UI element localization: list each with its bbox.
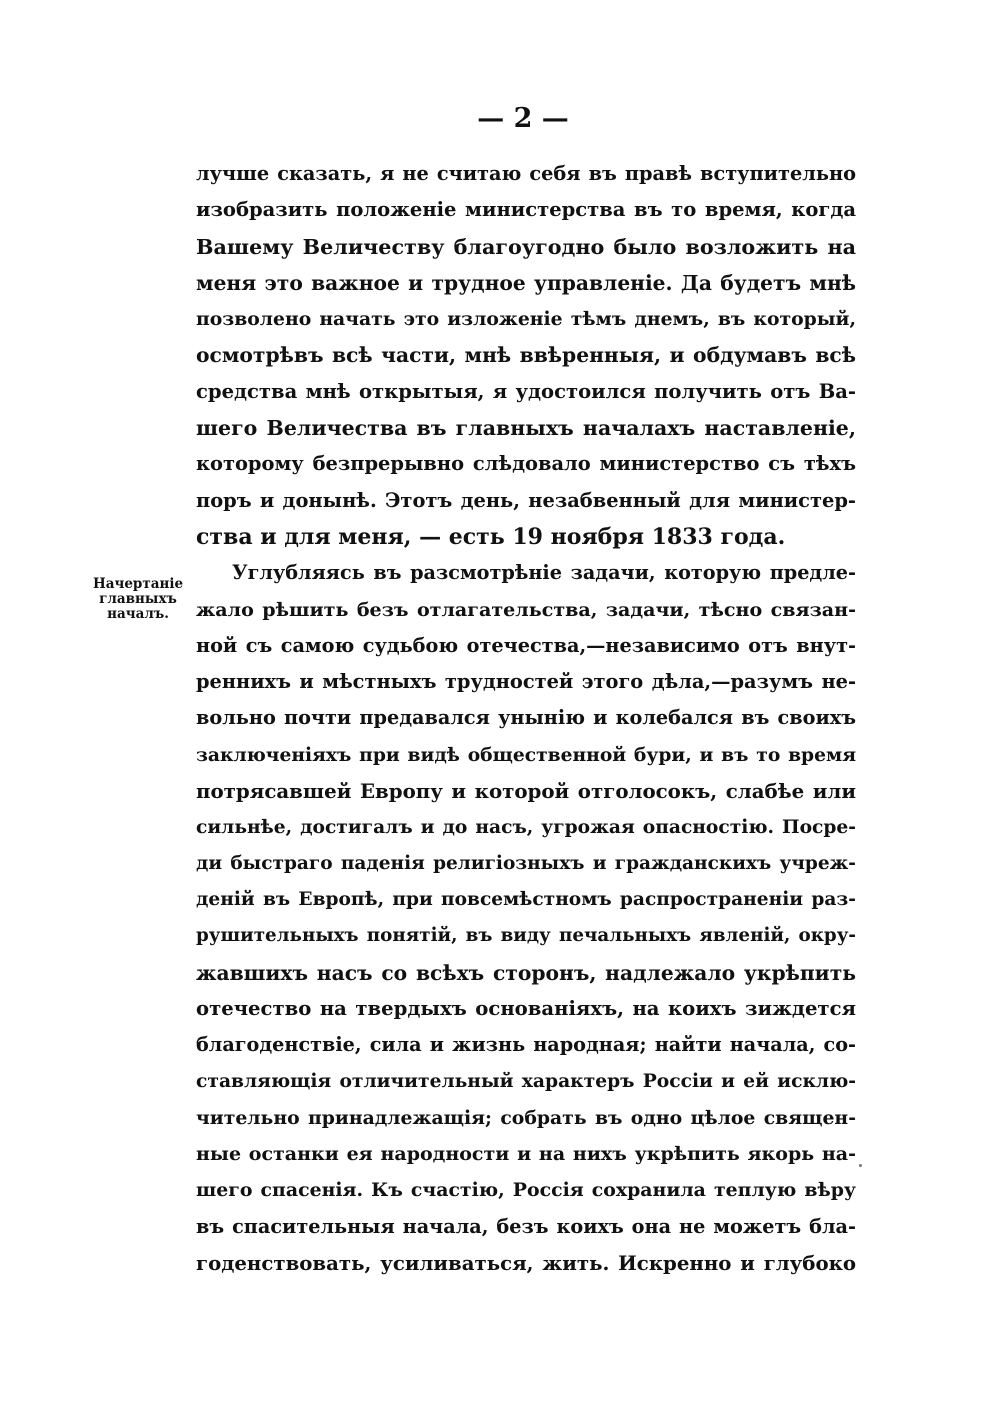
text-line: деній въ Европѣ, при повсемѣстномъ распространеніи раз- [196,888,856,910]
text-line: которому безпрерывно слѣдовало министерство съ тѣхъ [196,452,856,476]
text-line: поръ и донынѣ. Этотъ день, незабвенный для министер- [196,488,856,512]
text-line: ди быстраго паденія религіозныхъ и гражданскихъ учреж- [196,852,856,874]
text-line: рушительныхъ понятій, въ виду печальныхъ явленій, окру- [196,925,856,947]
margin-note-line: главныхъ [99,591,177,607]
text-line: шего спасенія. Къ счастію, Россія сохранила теплую вѣру [196,1179,856,1202]
text-line: осмотрѣвъ всѣ части, мнѣ ввѣренныя, и обдумавъ всѣ [196,343,856,368]
text-line: реннихъ и мѣстныхъ трудностей этого дѣла,—разумъ не- [196,670,856,694]
text-line: изобразить положеніе министерства въ то время, когда [196,198,856,222]
margin-note [83,577,193,622]
text-line: вольно почти предавался унынію и колебался въ своихъ [196,706,856,730]
text-line: лучше сказать, я не считаю себя въ правѣ вступительно [196,162,856,185]
text-line: ставляющія отличительный характеръ Россіи и ей исклю- [196,1070,856,1093]
text-line: позволено начать это изложеніе тѣмъ днемъ, въ который, [196,308,856,331]
text-line: шего Величества въ главныхъ началахъ наставленіе, [196,416,856,441]
text-line: отечество на твердыхъ основаніяхъ, на коихъ зиждется [196,996,856,1020]
text-line: заключеніяхъ при видѣ общественной бури, и въ то время [196,743,856,766]
paragraph-2 [196,555,856,1281]
margin-note-line: Начертаніе [92,576,184,592]
body-text [196,156,856,1281]
text-line: ные останки ея народности и на нихъ укрѣпить якорь на- [196,1143,856,1166]
paragraph-1 [196,156,856,555]
text-line: сильнѣе, достигалъ и до насъ, угрожая опасностію. Посре- [196,816,856,839]
text-line: въ спасительныя начала, безъ коихъ она не можетъ бла- [196,1214,856,1238]
text-line: меня это важное и трудное управленіе. Да будетъ мнѣ [196,270,856,295]
text-line: жало рѣшить безъ отлагательства, задачи, тѣсно связан- [196,598,856,621]
text-line: благоденствіе, сила и жизнь народная; найти начала, со- [196,1033,856,1057]
text-line: средства мнѣ открытыя, я удостоился получить отъ Ва- [196,379,856,403]
text-line: потрясавшей Европу и которой отголосокъ, слабѣе или [196,779,856,804]
text-line: чительно принадлежащія; собрать въ одно цѣлое священ- [196,1106,856,1129]
text-line: Вашему Величеству благоугодно было возложить на [196,234,856,259]
text-line: ства и для меня, — есть 19 ноября 1833 года. [196,523,786,550]
margin-note-line: началъ. [107,606,169,622]
scan-speck [859,1164,862,1167]
text-line: Углубляясь въ разсмотрѣніе задачи, которую предле- [232,561,856,585]
text-line: годенствовать, усиливаться, жить. Искренно и глубоко [196,1250,856,1275]
text-line: ной съ самою судьбою отечества,—независимо отъ внут- [196,633,856,657]
text-line: жавшихъ насъ со всѣхъ сторонъ, надлежало укрѣпить [196,960,856,985]
page-number: — 2 — [477,103,569,134]
